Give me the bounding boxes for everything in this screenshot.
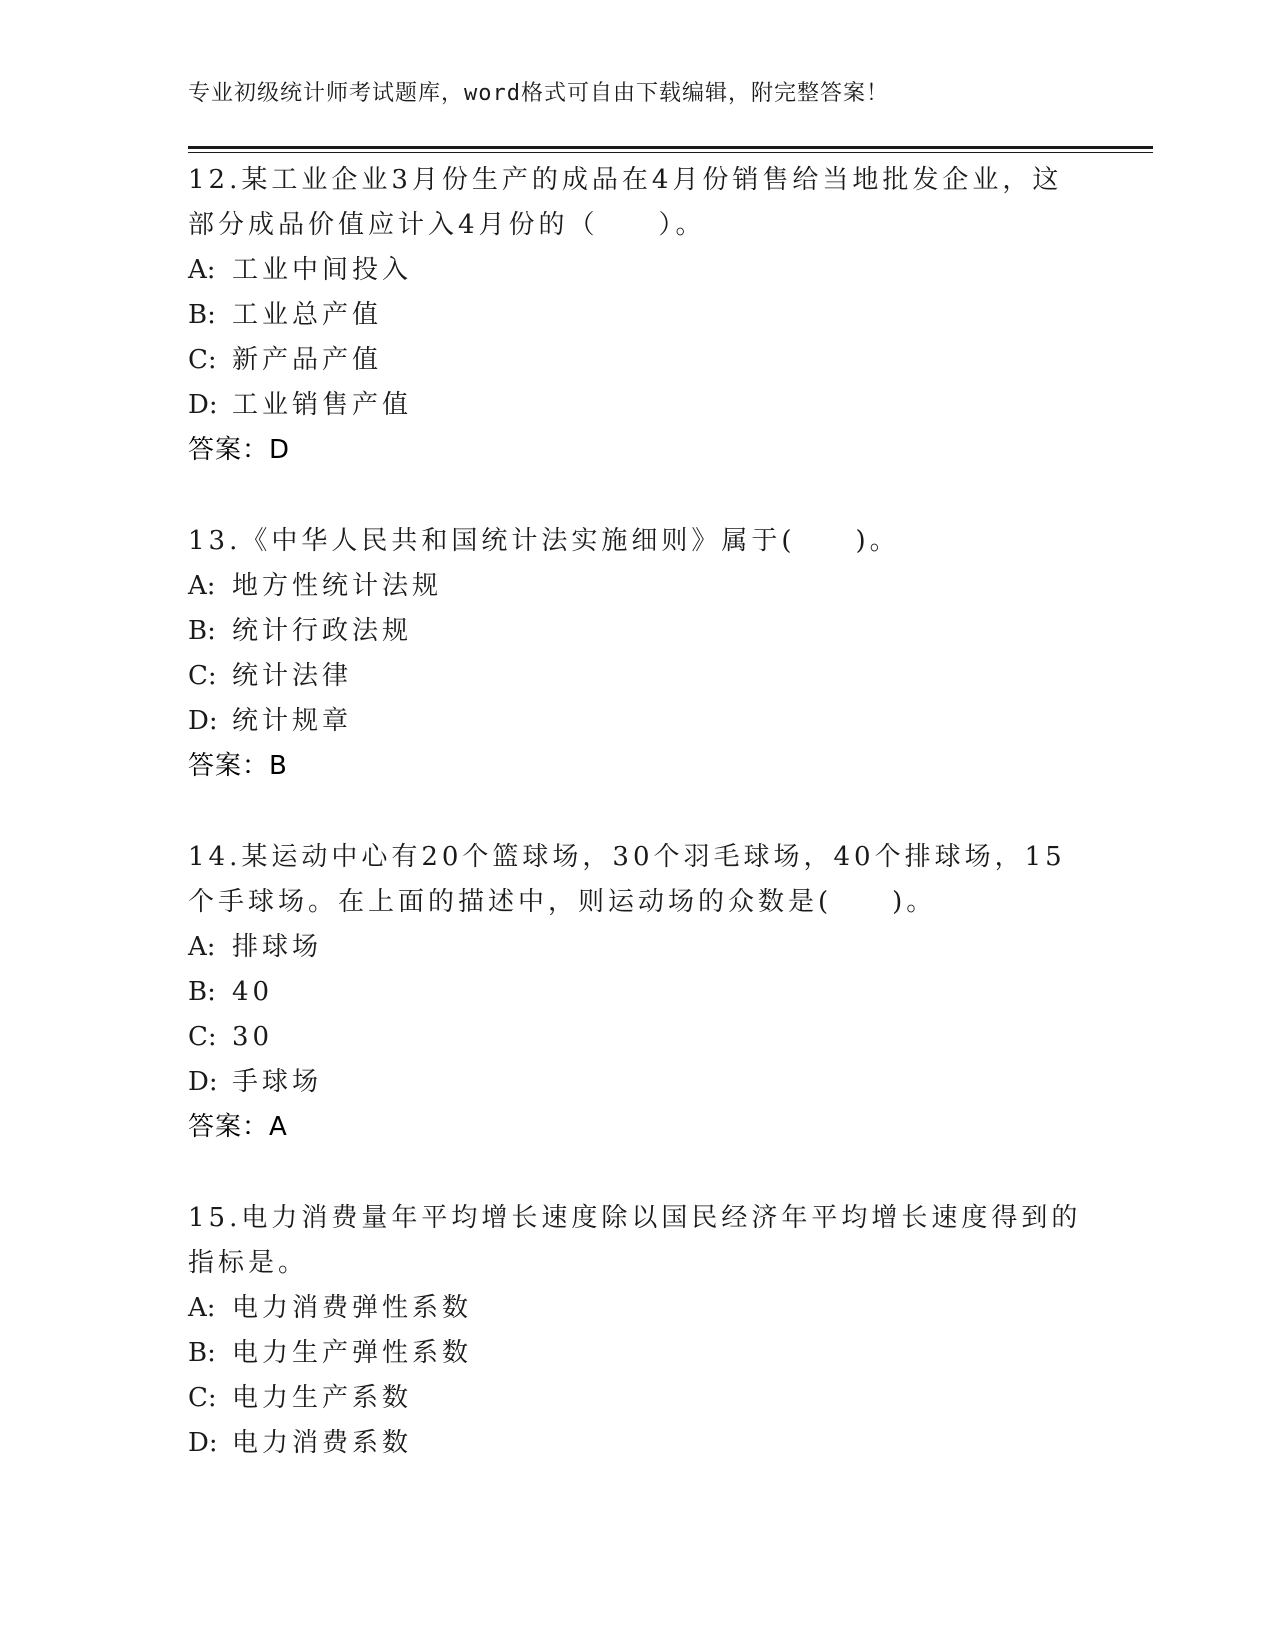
option-text: 手球场 <box>232 1067 323 1097</box>
option-c <box>188 1376 1088 1421</box>
option-text: 排球场 <box>232 932 323 962</box>
option-text: 统计行政法规 <box>232 616 413 646</box>
option-key: C: <box>188 1383 217 1413</box>
option-key: B: <box>188 616 216 646</box>
option-key: A: <box>188 571 216 601</box>
question-14 <box>188 835 1088 1150</box>
option-b <box>188 609 1088 654</box>
option-text: 电力消费弹性系数 <box>232 1293 473 1323</box>
option-key: B: <box>188 1338 216 1368</box>
option-text: 电力生产系数 <box>232 1383 413 1413</box>
question-15 <box>188 1196 1088 1466</box>
option-d <box>188 383 1088 428</box>
question-list <box>188 158 1088 1466</box>
page-header: 专业初级统计师考试题库，word格式可自由下载编辑，附完整答案！ <box>188 81 889 106</box>
option-key: D: <box>188 1428 218 1458</box>
question-stem: 13.《中华人民共和国统计法实施细则》属于( )。 <box>188 526 900 556</box>
option-key: B: <box>188 300 216 330</box>
option-key: A: <box>188 932 216 962</box>
option-c <box>188 1015 1088 1060</box>
answer: 答案：D <box>188 435 291 465</box>
option-key: C: <box>188 661 217 691</box>
answer: 答案：B <box>188 751 288 781</box>
option-text: 电力生产弹性系数 <box>232 1338 473 1368</box>
option-key: C: <box>188 345 217 375</box>
option-text: 统计法律 <box>232 661 353 691</box>
option-a <box>188 1286 1088 1331</box>
option-a <box>188 564 1088 609</box>
option-key: D: <box>188 1067 218 1097</box>
question-stem: 15.电力消费量年平均增长速度除以国民经济年平均增长速度得到的指标是。 <box>188 1203 1082 1278</box>
option-d <box>188 1060 1088 1105</box>
header-rule-thin <box>188 152 1153 153</box>
option-key: D: <box>188 706 218 736</box>
question-13 <box>188 519 1088 789</box>
option-text: 新产品产值 <box>232 345 383 375</box>
option-text: 工业销售产值 <box>232 390 413 420</box>
option-a <box>188 925 1088 970</box>
option-key: D: <box>188 390 218 420</box>
option-key: A: <box>188 1293 216 1323</box>
option-text: 电力消费系数 <box>232 1428 413 1458</box>
option-d <box>188 699 1088 744</box>
answer: 答案：A <box>188 1112 288 1142</box>
question-12 <box>188 158 1088 473</box>
option-b <box>188 1331 1088 1376</box>
option-c <box>188 338 1088 383</box>
question-stem: 12.某工业企业3月份生产的成品在4月份销售给当地批发企业，这部分成品价值应计入4月份的（ ）。 <box>188 165 1063 240</box>
option-key: C: <box>188 1022 217 1052</box>
option-text: 工业中间投入 <box>232 255 413 285</box>
option-text: 30 <box>232 1022 274 1052</box>
option-text: 统计规章 <box>232 706 353 736</box>
question-stem: 14.某运动中心有20个篮球场，30个羽毛球场，40个排球场，15个手球场。在上面的描述中，则运动场的众数是( )。 <box>188 842 1066 917</box>
option-c <box>188 654 1088 699</box>
option-a <box>188 248 1088 293</box>
option-key: B: <box>188 977 216 1007</box>
option-text: 地方性统计法规 <box>232 571 443 601</box>
option-key: A: <box>188 255 216 285</box>
option-b <box>188 970 1088 1015</box>
option-d <box>188 1421 1088 1466</box>
header-rule-thick <box>188 146 1153 149</box>
option-b <box>188 293 1088 338</box>
option-text: 工业总产值 <box>232 300 383 330</box>
option-text: 40 <box>232 977 274 1007</box>
